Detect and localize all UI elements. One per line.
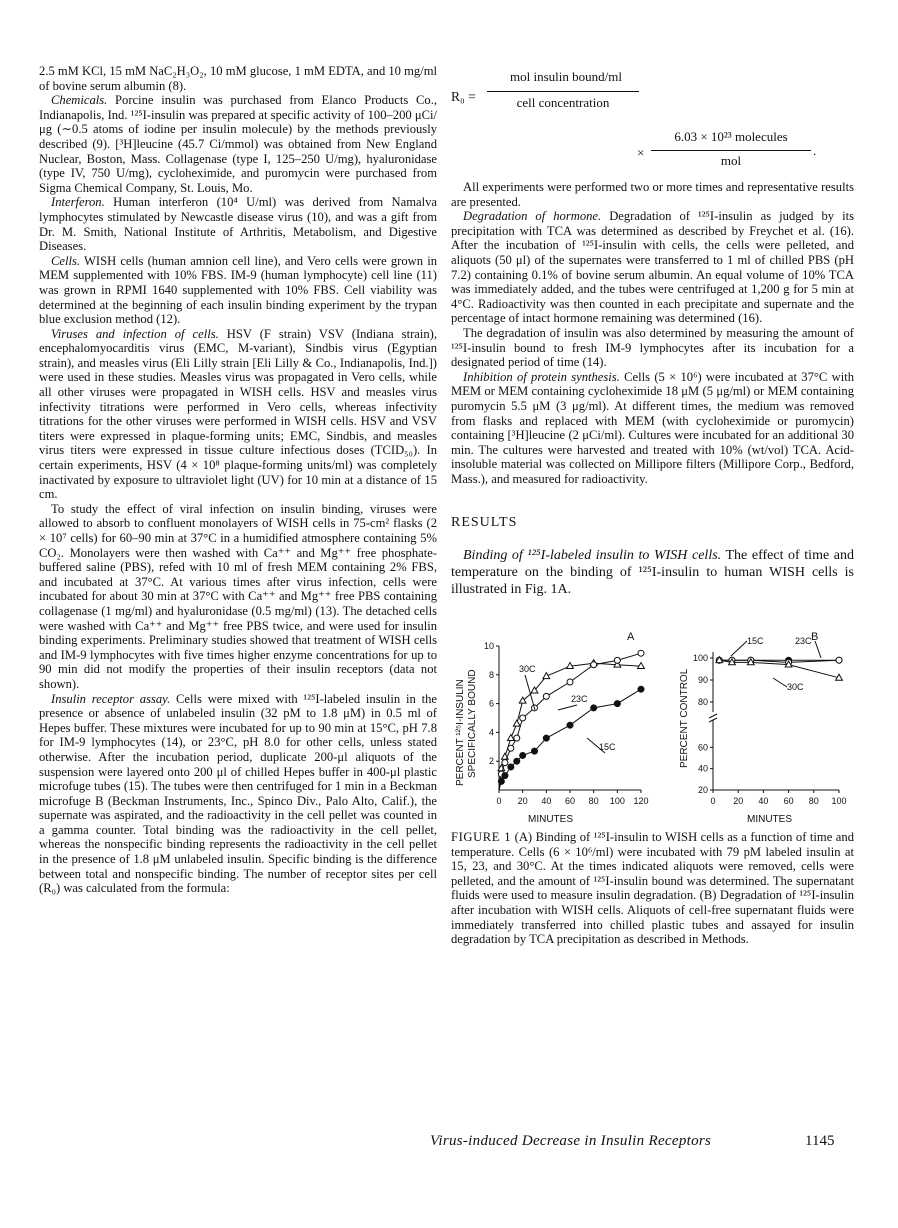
interferon-heading: Interferon. (51, 195, 105, 210)
panel-a-point-15C (508, 764, 514, 770)
panel-b-annotation-30C: 30C (787, 682, 804, 693)
binding-text: The effect of time and temperature on the binding of ¹²⁵I-insulin to human WISH cells is illustrated in Fig. 1A. (451, 548, 854, 598)
formula-numerator-1: mol insulin bound/ml (510, 69, 622, 84)
panel-b-y-tick-label: 20 (697, 785, 708, 796)
figure-1-chart (451, 618, 854, 830)
running-title: Virus-induced Decrease in Insulin Receptors (430, 1133, 712, 1149)
formula-denominator-1: cell concentration (516, 95, 610, 110)
panel-a-x-tick-label: 40 (541, 796, 552, 807)
inhibition-text: Cells (5 × 10⁶) were incubated at 37°C with MEM or MEM containing cycloheximide 18 μM (5 μg/ml) or MEM containing puromycin 5.5 μM (3 μg/ml). At different times, the medium was removed from flasks and replaced with MEM (with cycloheximide or puromycin) containing [³H]leucine (2 μCi/ml). Cultures were incubated for an additional 30 min. The cultures were harvested and treated with 10% (wt/vol) TCA. Acid-insoluble material was collected on Millipore filters (Millipore Corp., Bedford, Mass.), and measured for radioactivity. (451, 369, 854, 486)
page-number: 1145 (805, 1133, 835, 1149)
panel-b-x-tick-label: 80 (808, 796, 819, 807)
chemicals-paragraph (39, 93, 437, 195)
panel-a-point-15C (567, 722, 573, 728)
panel-a-point-15C (543, 735, 549, 741)
degradation-heading: Degradation of hormone. (463, 209, 602, 224)
panel-b-annotation-leader (731, 641, 747, 656)
panel-a-point-23C (508, 745, 514, 751)
panel-a-point-15C (502, 773, 508, 779)
panel-a-point-15C (614, 701, 620, 707)
panel-b-y-tick-label: 60 (697, 742, 708, 753)
experiments-paragraph: All experiments were performed two or more times and representative results are presented. (451, 180, 854, 209)
results-heading: RESULTS (451, 515, 518, 531)
panel-a-point-15C (520, 753, 526, 759)
panel-a-point-30C (513, 720, 520, 726)
formula-numerator-2: 6.03 × 10²³ molecules (674, 129, 788, 144)
cells-text: WISH cells (human amnion cell line), and Vero cells were grown in MEM supplemented with 10% FBS. IM-9 (human lymphocyte) cell line (11) was grown in RPMI 1640 supplemented with 10% FBS. Cell viability was determined at the beginning of each insulin binding experiment by the trypan blue exclusion method (12). (39, 253, 437, 327)
assay-text: Cells were mixed with ¹²⁵I-labeled insulin in the presence or absence of unlabeled insulin (32 pM to 1.8 μM) in 0.5 ml of Hepes buffer. These mixtures were incubated for up to 90 min at 15°C, pH 7.8 for IM-9 lymphocytes (14), or 23°C, pH 8.0 for other cells, unless stated otherwise. After the incubation period, duplicate 200-μl aliquots of the suspension were layered onto 200 μl of chilled Hepes buffer in 400-μl plastic microfuge tubes (15). The tubes were then centrifuged for 1 min in a Beckman microfuge B (Beckman Instruments, Inc., Spinco Div., Palo Alto, Calif.), the supernate was aspirated, and the radioactivity in the cell pellet was counted in a gamma counter. Total binding was the radioactivity in the cell pellet, whereas the nonspecific binding represents the radioactivity in the cell pellet in the presence of 1.8 μM unlabeled insulin. Specific binding is the difference between total and nonspecific binding. The number of receptor sites per cell (R₀) was calculated from the formula: (39, 691, 437, 896)
panel-a-x-tick-label: 20 (517, 796, 528, 807)
panel-a-point-23C (514, 735, 520, 741)
panel-b-x-tick-label: 20 (733, 796, 744, 807)
receptor-formula (451, 64, 854, 174)
inhibition-heading: Inhibition of protein synthesis. (463, 369, 620, 384)
panel-a-point-23C (543, 693, 549, 699)
panel-b-ylabel: PERCENT CONTROL (679, 668, 690, 769)
panel-a-point-15C (514, 758, 520, 764)
panel-a-x-tick-label: 60 (564, 796, 576, 807)
panel-a-y-tick-label: 8 (488, 669, 494, 680)
panel-b-x-tick-label: 60 (783, 796, 794, 807)
panel-b-annotation-leader (773, 678, 787, 687)
panel-a-point-15C (532, 748, 538, 754)
panel-a-point-23C (591, 662, 597, 668)
formula-end: . (813, 143, 817, 158)
cells-paragraph (39, 254, 437, 327)
degradation-paragraph (451, 209, 854, 326)
panel-b-point-23C (836, 657, 842, 663)
panel-a-point-23C (502, 760, 508, 766)
viruses-paragraph (39, 327, 437, 502)
panel-b-marks (693, 636, 847, 806)
results-paragraph (451, 547, 854, 598)
panel-a-marks (484, 641, 649, 806)
formula-denominator-2: mol (720, 153, 742, 168)
panel-a-point-23C (520, 715, 526, 721)
methods-fragment: 2.5 mM KCl, 15 mM NaC₂H₃O₂, 10 mM glucose, 1 mM EDTA, and 10 mg/ml of bovine serum albumin (8). (39, 64, 438, 93)
panel-a-point-23C (567, 679, 573, 685)
study-paragraph: To study the effect of viral infection on insulin binding, viruses were allowed to absorb to confluent monolayers of WISH cells in 75-cm² flasks (2 × 10⁷ cells) for 60–90 min at 37°C in a humidified atmosphere containing 5% CO₂. Monolayers were then washed with Ca⁺⁺ and Mg⁺⁺ free phosphate-buffered saline (PBS), refed with 10 ml of fresh MEM containing 2% FBS, and incubated at 37°C. At various times after virus infection, cells were incubated for about 30 min at 37°C with Ca⁺⁺ and Mg⁺⁺ free PBS containing collagenase (1 mg/ml) and hyaluronidase (0.5 mg/ml) (13). The detached cells were washed with Ca⁺⁺ and Mg⁺⁺ free PBS twice, and were used for insulin binding experiments. Preliminary studies showed that treatment of WISH cells and IM-9 lymphocytes with five times higher enzyme concentrations for up to 90 min did not modify the properties of their insulin receptors (data not shown). (39, 501, 437, 691)
panel-a-point-23C (614, 657, 620, 663)
panel-b-y-tick-label: 100 (692, 653, 708, 664)
panel-a-point-30C (507, 735, 514, 741)
panel-b-y-tick-label: 90 (697, 675, 708, 686)
interferon-text: Human interferon (10⁴ U/ml) was derived from Namalva lymphocytes stimulated by Newcastle disease virus (10), and was a gift from Dr. M. Smith, National Institute of Arthritis, Metabolism, and Digestive Diseases. (39, 195, 437, 254)
chemicals-text: Porcine insulin was purchased from Elanco Products Co., Indianapolis, Ind. ¹²⁵I-insulin was prepared at specific activity of 100–200 μCi/μg (∼0.5 atoms of iodine per insulin molecule) by the methods previously described (9). [³H]leucine (45.7 Ci/mmol) was obtained from New England Nuclear, Boston, Mass. Collagenase (type I, 125–250 U/mg), hyaluronidase (type IV, 750 U/mg), cycloheximide, and puromycin were purchased from Sigma Chemical Company, St. Louis, Mo. (39, 93, 437, 195)
panel-b-annotation-23C: 23C (795, 636, 812, 647)
formula-lhs: R₀ = (451, 89, 476, 104)
panel-a-annotation-30C: 30C (519, 664, 536, 675)
panel-a-point-15C (638, 686, 644, 692)
panel-b-series-line-30C (719, 660, 839, 678)
figure-caption-text: (A) Binding of ¹²⁵I-insulin to WISH cells as a function of time and temperature. Cells (6 × 10⁶/ml) were incubated with 79 pM labeled insulin at 15, 23, and 30°C. At the times indicated aliquots were removed, cells were pelleted, and the amount of ¹²⁵I-insulin bound was determined. The supernatant fluids were used to measure insulin degradation. (B) Degradation of ¹²⁵I-insulin after incubation with WISH cells. Aliquots of cell-free supernatant fluids were immediately transferred into chilled plastic tubes and assayed for insulin degradation by TCA precipitation as described in Methods. (451, 830, 854, 947)
panel-a-x-tick-label: 80 (588, 796, 599, 807)
panel-b-label: B (811, 631, 819, 644)
formula-times: × (637, 145, 645, 160)
panel-a-point-15C (591, 705, 597, 711)
panel-b-y-tick-label: 80 (697, 697, 708, 708)
figure-1 (451, 618, 854, 830)
panel-a-ylabel-1: PERCENT ¹²⁵I-INSULIN (455, 679, 466, 787)
figure-caption (451, 830, 854, 947)
fraction-bar-2 (651, 150, 811, 151)
panel-a-point-15C (498, 778, 504, 784)
panel-b-y-tick-label: 40 (697, 763, 708, 774)
panel-a-annotation-23C: 23C (571, 694, 588, 705)
cells-heading: Cells. (51, 253, 81, 268)
viruses-text: HSV (F strain) VSV (Indiana strain), encephalomyocarditis virus (EMC, M-variant), Sindbis virus (Egyptian strain), and measles virus (Eli Lilly strain [Eli Lilly & Co., Indianapolis, Ind.]) were used in these studies. Measles virus was propagated in Vero cells, while all other viruses were propagated in WISH cells. HSV and measles virus infectivity titrations were performed in Vero cells, whereas infectivity titrations for the other viruses were performed in WISH cells. HSV and VSV titers were expressed in plaque-forming units; EMC, Sindbis, and measles virus titers were expressed in tissue culture infectious doses (TCID₅₀). In certain experiments, HSV (4 × 10⁸ plaque-forming units/ml) was completely inactivated by exposure to ultraviolet light (UV) for 10 min at a distance of 15 cm. (39, 326, 438, 502)
panel-a-y-tick-label: 6 (488, 698, 494, 709)
panel-a-point-23C (638, 650, 644, 656)
panel-b-annotation-15C: 15C (747, 636, 764, 647)
fraction-bar-1 (487, 91, 639, 92)
assay-heading: Insulin receptor assay. (51, 691, 171, 706)
panel-a-x-tick-label: 0 (496, 796, 502, 807)
panel-a-label: A (627, 631, 635, 644)
interferon-paragraph (39, 195, 437, 253)
assay-paragraph (39, 692, 437, 896)
panel-b-x-tick-label: 40 (758, 796, 769, 807)
panel-b-x-tick-label: 0 (710, 796, 716, 807)
binding-heading: Binding of ¹²⁵I-labeled insulin to WISH cells. (463, 548, 722, 564)
figure-caption-label: FIGURE 1 (451, 830, 512, 845)
panel-b-axis-break (709, 714, 717, 718)
panel-a-y-tick-label: 10 (483, 641, 494, 652)
panel-a-xlabel: MINUTES (528, 814, 573, 826)
panel-a-ylabel-2: SPECIFICALLY BOUND (467, 669, 478, 779)
panel-b-annotation-leader (815, 641, 821, 658)
panel-a-x-tick-label: 100 (609, 796, 625, 807)
chemicals-heading: Chemicals. (51, 93, 108, 108)
degradation-text: Degradation of ¹²⁵I-insulin as judged by its precipitation with TCA was determined as described by Freychet et al. (16). After the incubation of ¹²⁵I-insulin with cells, the cells were pelleted, and aliquots (50 μl) of the supernates were transferred to 1 ml of chilled PBS (pH 7.2) containing 0.1% of bovine serum albumin. An equal volume of 10% TCA was immediately added, and the tubes were centrifuged at 1,200 g for 5 min at 4°C. Radioactivity was then counted in each precipitate and supernate and the percentage of intact hormone remaining was determined (16). (451, 209, 854, 326)
panel-a-x-tick-label: 120 (633, 796, 649, 807)
viruses-heading: Viruses and infection of cells. (51, 326, 219, 341)
right-column (451, 64, 854, 959)
panel-a-point-30C (519, 697, 526, 703)
inhibition-paragraph (451, 370, 854, 487)
left-column (39, 64, 437, 896)
panel-b-x-tick-label: 100 (831, 796, 847, 807)
panel-b-xlabel: MINUTES (747, 814, 792, 826)
degradation-paragraph-2: The degradation of insulin was also determined by measuring the amount of ¹²⁵I-insulin bound to fresh IM-9 lymphocytes after its incubation for a designated period of time (14). (451, 325, 854, 370)
panel-a-y-tick-label: 2 (488, 756, 494, 767)
panel-a-y-tick-label: 4 (488, 727, 494, 738)
panel-a-annotation-15C: 15C (599, 742, 616, 753)
panel-a-annotation-leader (558, 705, 577, 710)
